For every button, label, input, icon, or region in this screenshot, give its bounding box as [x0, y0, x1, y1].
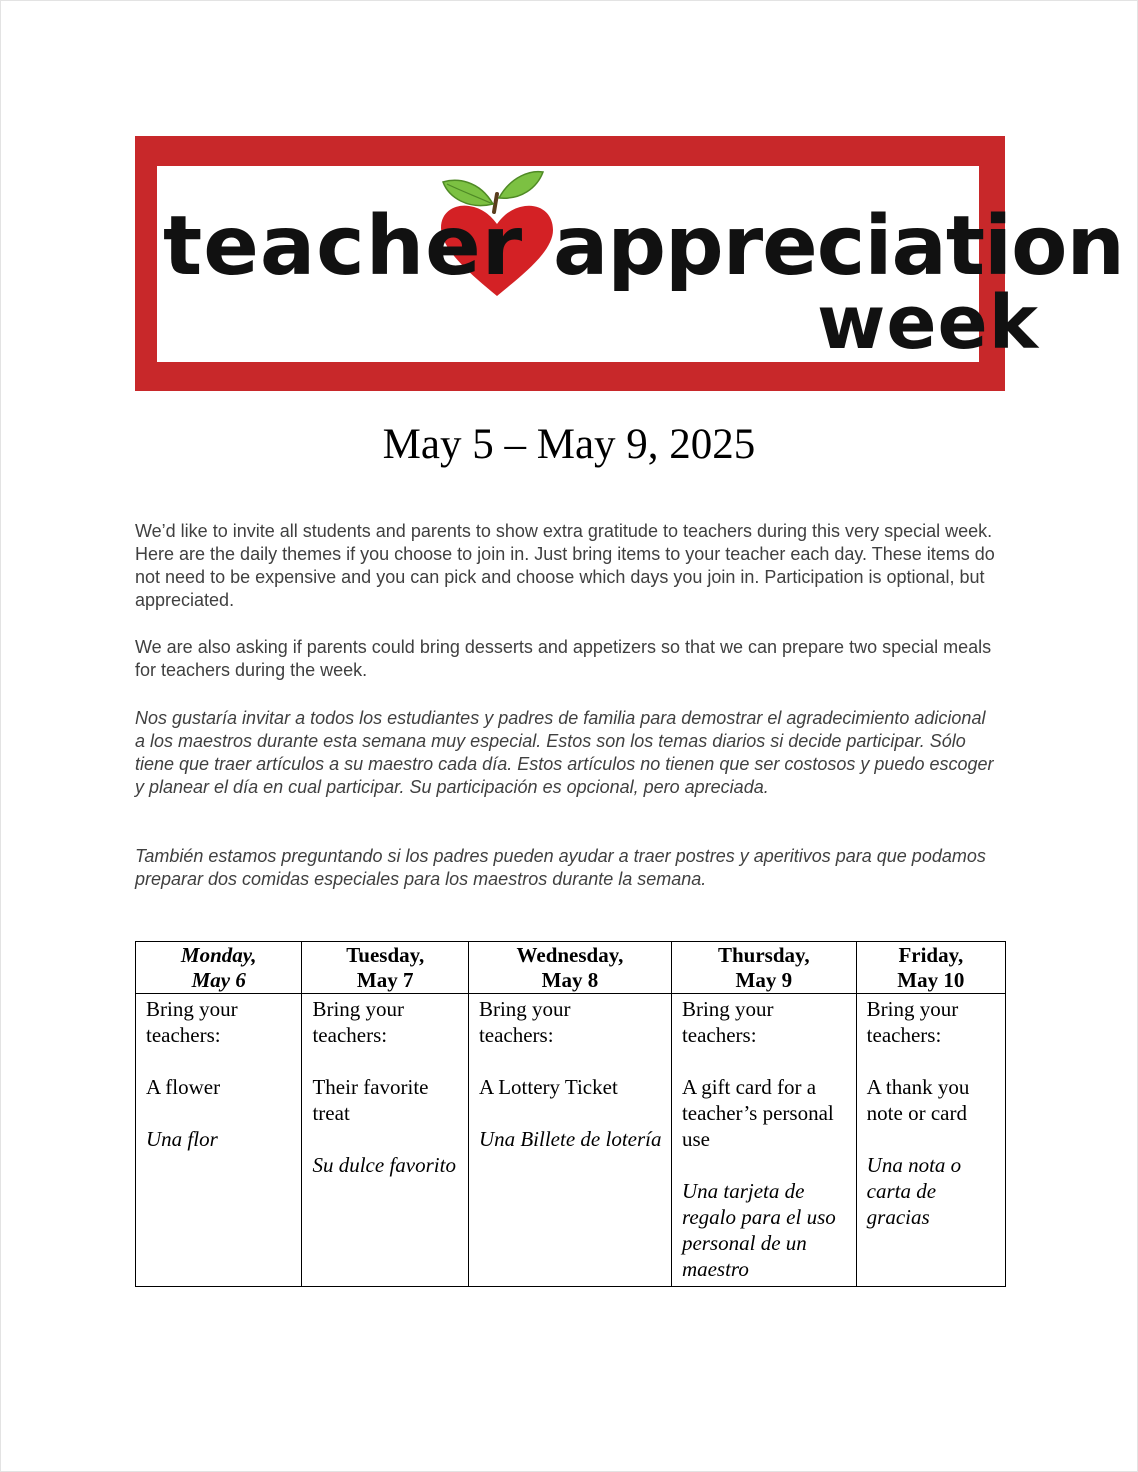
- table-header-row: [136, 942, 1006, 994]
- meals-paragraph-en: We are also asking if parents could bring desserts and appetizers so that we can prepare two special meals for teachers during the week.: [135, 637, 992, 680]
- intro-line-1: Bring your: [478, 997, 571, 1021]
- item-es: Una Billete de lotería: [478, 1127, 662, 1151]
- header-date: May 8: [541, 968, 599, 992]
- table-row: [136, 994, 1006, 1287]
- intro-line-2: teachers:: [681, 1023, 757, 1047]
- item-es: Una nota o carta de gracias: [866, 1153, 962, 1229]
- header-day: Monday,: [180, 943, 257, 967]
- spacer: [146, 1048, 293, 1074]
- intro-line-1: Bring your: [681, 997, 774, 1021]
- spacer: [146, 1100, 293, 1126]
- item-en: A gift card for a teacher’s personal use: [681, 1075, 834, 1151]
- cell-tuesday: [302, 994, 468, 1287]
- item-en: Their favorite treat: [312, 1075, 429, 1125]
- header-day: Wednesday,: [516, 943, 624, 967]
- spacer: [312, 1048, 459, 1074]
- meals-paragraph-es: También estamos preguntando si los padres pueden ayudar a traer postres y aperitivos para que podamos preparar dos comidas especiales para los maestros durante la semana.: [135, 846, 986, 889]
- date-heading: May 5 – May 9, 2025: [382, 421, 756, 468]
- cell-monday: [136, 994, 302, 1287]
- spacer: [682, 1048, 848, 1074]
- header-date: May 10: [897, 968, 965, 992]
- spacer: [479, 1100, 663, 1126]
- item-en: A Lottery Ticket: [478, 1075, 618, 1099]
- header-monday: [136, 942, 302, 994]
- header-date: May 7: [356, 968, 414, 992]
- item-es: Una tarjeta de regalo para el uso personal de un maestro: [681, 1179, 836, 1281]
- cell-thursday: [671, 994, 856, 1287]
- header-date: May 6: [191, 968, 246, 992]
- header-wednesday: [468, 942, 671, 994]
- header-friday: [856, 942, 1005, 994]
- header-day: Tuesday,: [346, 943, 425, 967]
- item-es: Una flor: [146, 1127, 218, 1151]
- invite-paragraph-es: Nos gustaría invitar a todos los estudiantes y padres de familia para demostrar el agradecimiento adicional a los maestros durante esta semana muy especial. Estos son los temas diarios si decide participar. Sólo tiene que traer artículos a su maestro cada día. Estos artículos no tienen que ser costosos y puedo escoger y planear el día en cual participar. Su participación es opcional, pero apreciada.: [135, 708, 994, 797]
- item-es: Su dulce favorito: [312, 1153, 456, 1177]
- cell-wednesday: [468, 994, 671, 1287]
- invite-paragraph-en: We’d like to invite all students and parents to show extra gratitude to teachers during this very special week. Here are the daily themes if you choose to join in. Just bring items to your teacher each day. These items do not need to be expensive and you can pick and choose which days you join in. Participation is optional, but appreciated.: [135, 521, 995, 610]
- spacer: [312, 1126, 459, 1152]
- spacer: [479, 1048, 663, 1074]
- intro-line-2: teachers:: [146, 1023, 221, 1047]
- header-date: May 9: [735, 968, 793, 992]
- banner-word-appreciation: appreciation: [553, 199, 1124, 294]
- header-day: Friday,: [898, 943, 964, 967]
- header-tuesday: [302, 942, 468, 994]
- intro-line-2: teachers:: [866, 1023, 942, 1047]
- banner-inner: [157, 166, 1124, 366]
- intro-line-2: teachers:: [478, 1023, 554, 1047]
- header-thursday: [671, 942, 856, 994]
- daily-themes-table: [135, 941, 1006, 1287]
- spacer: [682, 1152, 848, 1178]
- item-en: A flower: [146, 1075, 221, 1099]
- teacher-appreciation-banner: [135, 136, 1124, 391]
- banner-word-teacher: teacher: [163, 199, 524, 294]
- cell-friday: [856, 994, 1005, 1287]
- item-en: A thank you note or card: [866, 1075, 970, 1125]
- spacer: [867, 1048, 997, 1074]
- banner-word-week: week: [817, 280, 1039, 366]
- spacer: [867, 1126, 997, 1152]
- intro-line-1: Bring your: [312, 997, 405, 1021]
- intro-line-1: Bring your: [146, 997, 238, 1021]
- intro-line-1: Bring your: [866, 997, 959, 1021]
- intro-line-2: teachers:: [312, 1023, 388, 1047]
- header-day: Thursday,: [717, 943, 810, 967]
